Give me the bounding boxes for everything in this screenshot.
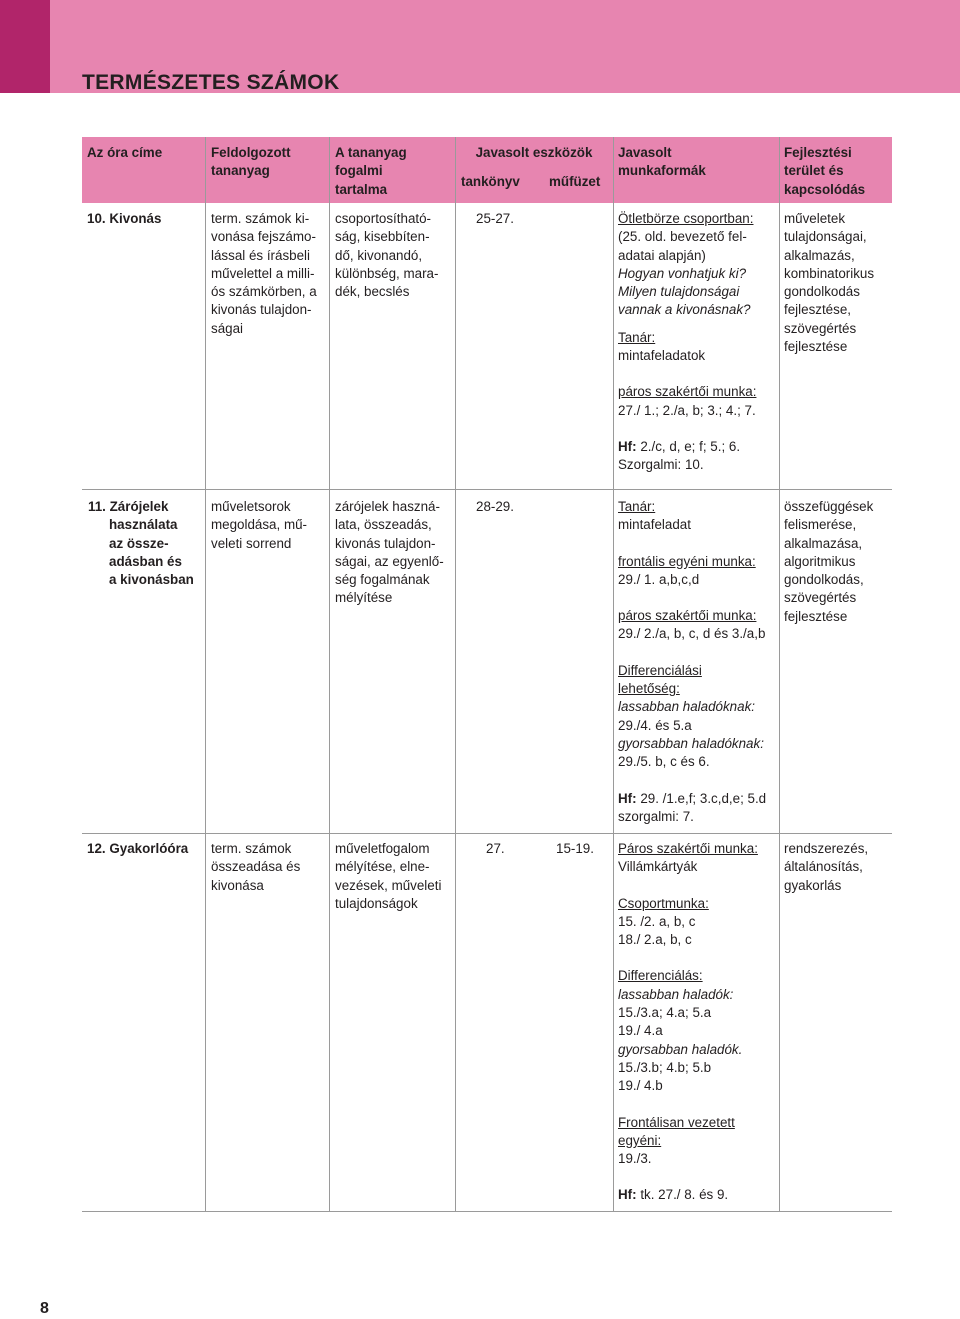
column-rule	[779, 137, 780, 1212]
row-10-workforms: Ötletbörze csoportban: (25. old. bevezető fel- adatai alapján) Hogyan vonhatjuk ki? Milyen tulajdonságai vannak a kivonásnak? Tanár: mintafeladatok páros szakértői munka: 27./ 1.; 2./a, b; 3.; 4.; 7. Hf: 2./c, d, e; f; 5.; 6. Szorgalmi: 10.	[618, 211, 757, 473]
column-rule	[455, 137, 456, 1212]
table-header	[82, 137, 892, 203]
row-11-workforms: Tanár: mintafeladat frontális egyéni munka: 29./ 1. a,b,c,d páros szakértői munka: 29./ 2./a, b, c, d és 3./a,b Differenciálási lehetőség: lassabban haladóknak: 29./4. és 5.a gyorsabban haladóknak: 29./5. b, c és 6. Hf: 29. /1.e,f; 3.c,d,e; 5.d szorgalmi: 7.	[618, 499, 767, 824]
row-10-material: term. számok ki- vonása fejszámo- lással és írásbeli művelettel a milli- ós számkörben, a kivonás tulajdon- ságai	[211, 211, 317, 336]
row-rule	[82, 833, 892, 834]
page-number: 8	[40, 1300, 49, 1317]
row-11-development: összefüggések felismerése, alkalmazása, algoritmikus gondolkodás, szövegértés fejlesztése	[784, 499, 874, 624]
header-tools: Javasolt eszközök	[475, 145, 593, 160]
row-12-textbook: 27.	[486, 841, 505, 856]
header-development: Fejlesztési terület és kapcsolódás	[784, 145, 866, 197]
header-lesson-title: Az óra címe	[87, 145, 163, 160]
column-rule	[205, 137, 206, 1212]
side-tab	[0, 0, 50, 93]
row-11-material: műveletsorok megoldása, mű- veleti sorrend	[211, 499, 308, 551]
row-12-development: rendszerezés, általánosítás, gyakorlás	[784, 841, 869, 893]
row-10-concepts: csoportosítható- ság, kisebbíten- dő, kivonandó, különbség, mara- dék, becslés	[335, 211, 439, 300]
table-bottom-rule	[82, 1211, 892, 1212]
column-rule	[613, 137, 614, 1212]
row-11-title: 11. Zárójelek használata az össze- adásban és a kivonásban	[88, 499, 194, 588]
header-textbook: tankönyv	[461, 174, 520, 189]
row-10-title: 10. Kivonás	[87, 211, 162, 226]
row-12-concepts: műveletfogalom mélyítése, elne- vezések, műveleti tulajdonságok	[335, 841, 442, 911]
row-12-title: 12. Gyakorlóóra	[87, 841, 189, 856]
header-workbook: műfüzet	[549, 174, 601, 189]
row-10-textbook: 25-27.	[476, 211, 514, 226]
header-material: Feldolgozott tananyag	[211, 145, 291, 179]
row-11-concepts: zárójelek haszná- lata, összeadás, kivonás tulajdon- ságai, az egyenlő- ség fogalmának mélyítése	[335, 499, 444, 606]
header-concepts: A tananyag fogalmi tartalma	[335, 145, 407, 197]
row-10-development: műveletek tulajdonságai, alkalmazás, kombinatorikus gondolkodás fejlesztése, szövegértés fejlesztése	[784, 211, 875, 355]
row-12-material: term. számok összeadása és kivonása	[211, 841, 301, 893]
row-12-workforms: Páros szakértői munka: Villámkártyák Csoportmunka: 15. /2. a, b, c 18./ 2.a, b, c Differenciálás: lassabban haladók: 15./3.a; 4.a; 5.a 19./ 4.a gyorsabban haladók. 15./3.b; 4.b; 5.b 19./ 4.b Frontálisan vezetett egyéni: 19./3. Hf: tk. 27./ 8. és 9.	[618, 841, 758, 1203]
page-title: TERMÉSZETES SZÁMOK	[82, 71, 340, 94]
row-11-textbook: 28-29.	[476, 499, 514, 514]
column-rule	[329, 137, 330, 1212]
row-12-workbook: 15-19.	[556, 841, 594, 856]
header-workforms: Javasolt munkaformák	[618, 145, 706, 179]
row-rule	[82, 489, 892, 490]
